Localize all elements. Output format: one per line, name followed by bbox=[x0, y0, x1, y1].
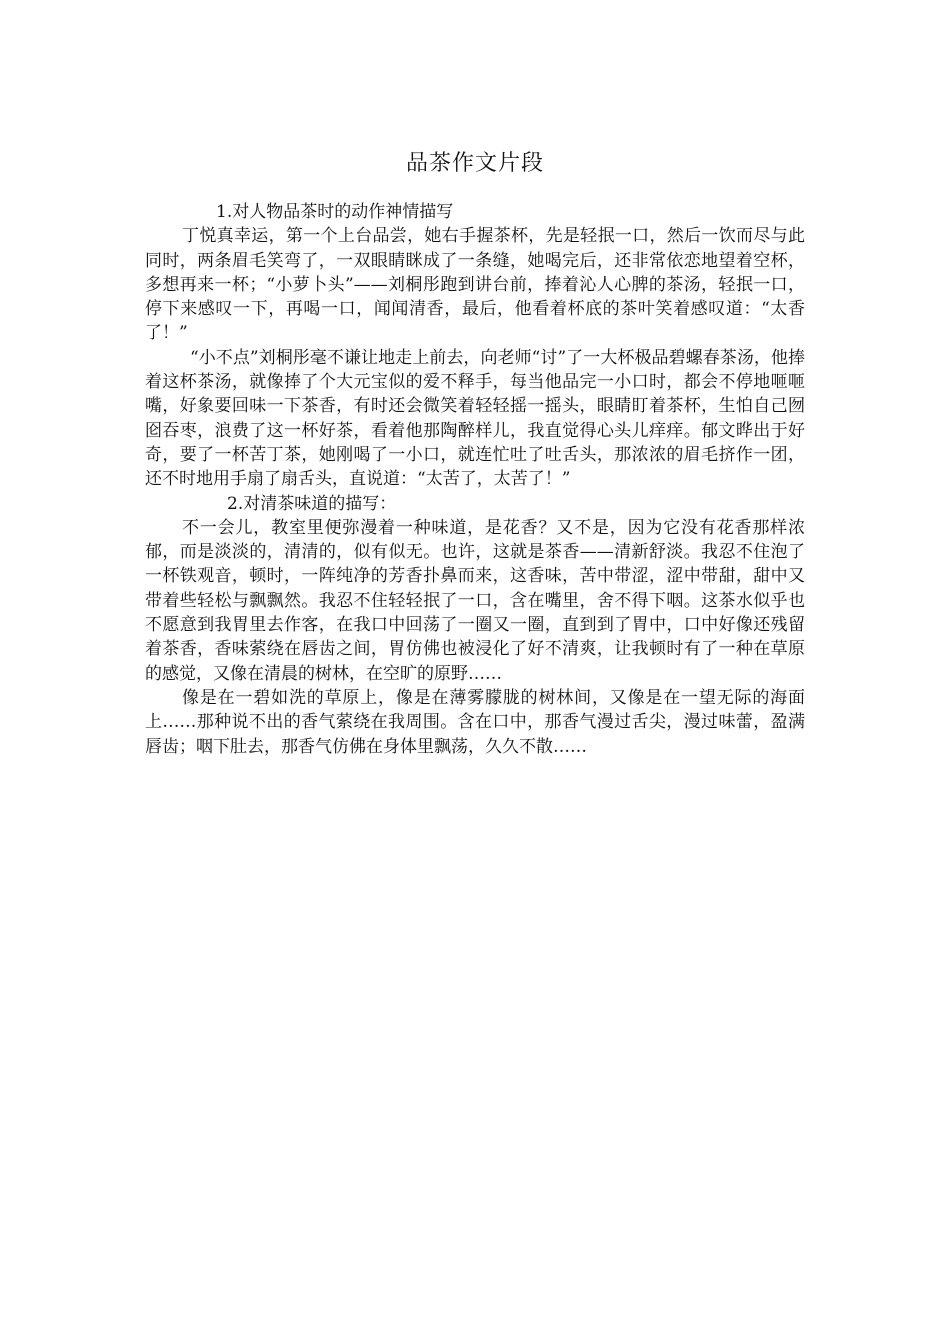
document-body bbox=[145, 200, 805, 759]
section-heading-1: 1.对人物品茶时的动作神情描写 bbox=[216, 202, 454, 222]
paragraph-4: 像是在一碧如洗的草原上，像是在薄雾朦胧的树林间，又像是在一望无际的海面上……那种说不出的香气萦绕在我周围。含在口中，那香气漫过舌尖，漫过味蕾，盈满唇齿；咽下肚去，那香气仿佛在身体里飘荡，久久不散…… bbox=[145, 687, 805, 757]
section-heading-2: 2.对清茶味道的描写： bbox=[227, 493, 397, 514]
paragraph-2: “小不点”刘桐彤毫不谦让地走上前去，向老师“讨”了一大杯极品碧螺春茶汤，他捧着这杯茶汤，就像捧了个大元宝似的爱不释手，每当他品完一小口时，都会不停地咂咂嘴，好象要回味一下茶香，有时还会微笑着轻轻摇一摇头，眼睛盯着茶杯，生怕自己囫囵吞枣，浪费了这一杯好茶，看着他那陶醉样儿，我直觉得心头儿痒痒。郁文晔出于好奇，要了一杯苦丁茶，她刚喝了一小口，就连忙吐了吐舌头，那浓浓的眉毛挤作一团，还不时地用手扇了扇舌头，直说道：“太苦了，太苦了！” bbox=[145, 347, 805, 490]
paragraph-3: 不一会儿，教室里便弥漫着一种味道，是花香？又不是，因为它没有花香那样浓郁，而是淡淡的，清清的，似有似无。也许，这就是茶香——清新舒淡。我忍不住泡了一杯铁观音，顿时，一阵纯净的芳香扑鼻而来，这香味，苦中带涩，涩中带甜，甜中又带着些轻松与飘飘然。我忍不住轻轻抿了一口，含在嘴里，舍不得下咽。这茶水似乎也不愿意到我胃里去作客，在我口中回荡了一圈又一圈，直到到了胃中，口中好像还残留着茶香，香味萦绕在唇齿之间，胃仿佛也被浸化了好不清爽，让我顿时有了一种在草原的感觉，又像在清晨的树林，在空旷的原野…… bbox=[145, 517, 805, 684]
page-title: 品茶作文片段 bbox=[405, 151, 544, 176]
paragraph-1: 丁悦真幸运，第一个上台品尝，她右手握茶杯，先是轻抿一口，然后一饮而尽与此同时，两条眉毛笑弯了，一双眼睛眯成了一条缝，她喝完后，还非常依恋地望着空杯，多想再来一杯；“小萝卜头”——刘桐彤跑到讲台前，捧着沁人心脾的茶汤，轻抿一口，停下来感叹一下，再喝一口，闻闻清香，最后，他看着杯底的茶叶笑着感叹道：“太香了！” bbox=[145, 226, 805, 344]
